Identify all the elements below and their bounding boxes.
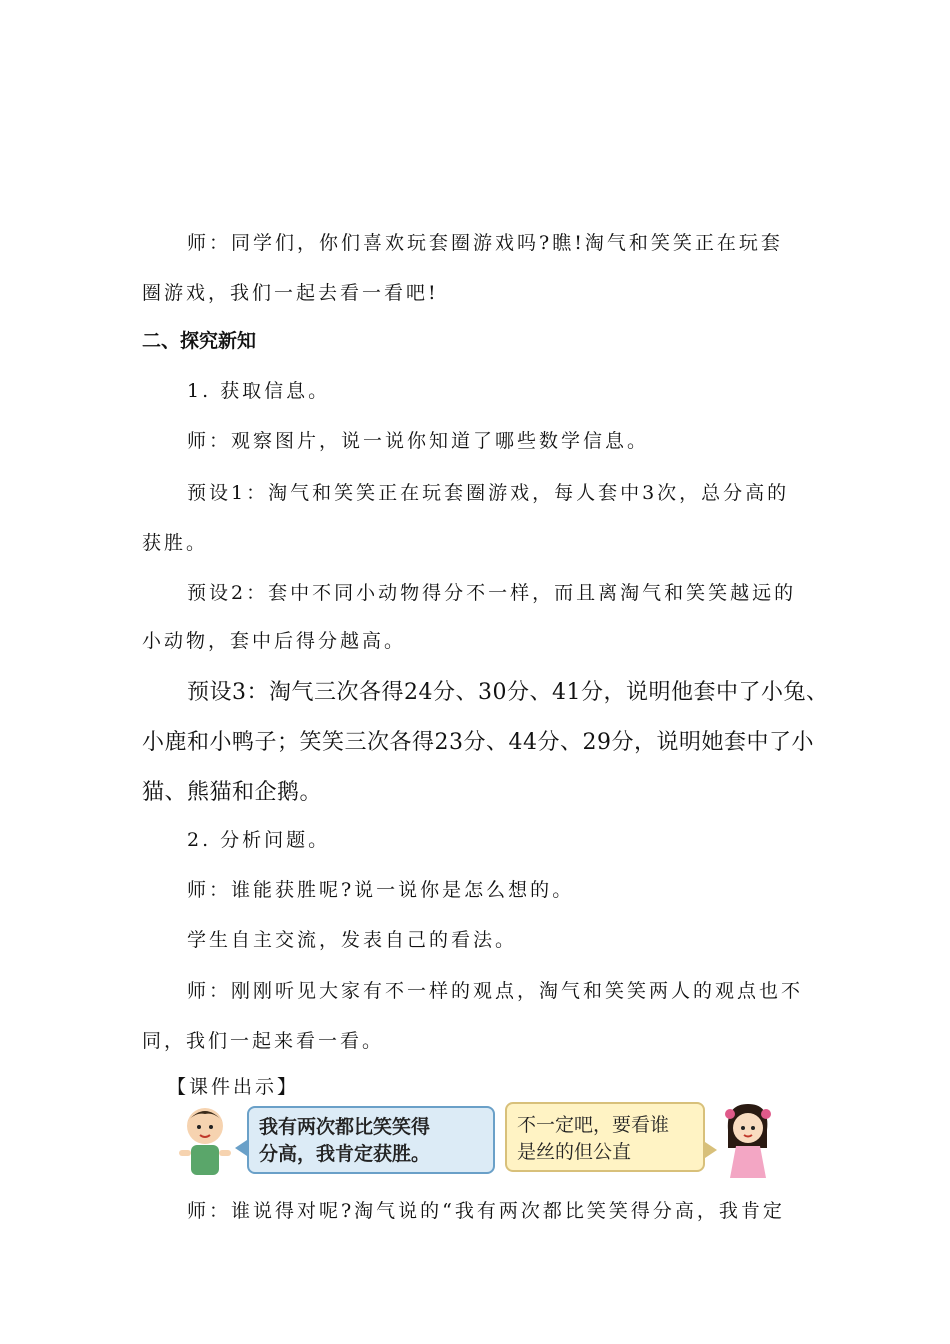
paragraph-line: 师：同学们，你们喜欢玩套圈游戏吗?瞧!淘气和笑笑正在玩套 xyxy=(187,232,783,254)
section-heading: 二、探究新知 xyxy=(142,330,257,352)
paragraph-line: 小动物，套中后得分越高。 xyxy=(142,630,407,652)
paragraph-line: 2. 分析问题。 xyxy=(187,829,331,851)
taoqi-bubble-tail xyxy=(235,1140,247,1156)
paragraph-line: 小鹿和小鸭子；笑笑三次各得23分、44分、29分，说明她套中了小 xyxy=(142,730,814,755)
taoqi-speech-bubble xyxy=(247,1106,495,1174)
taoqi-speech-line-1: 我有两次都比笑笑得 xyxy=(259,1116,431,1138)
paragraph-line: 预设1：淘气和笑笑正在玩套圈游戏，每人套中3次，总分高的 xyxy=(187,482,790,504)
paragraph-line: 师：谁能获胜呢?说一说你是怎么想的。 xyxy=(187,879,575,901)
paragraph-line: 学生自主交流，发表自己的看法。 xyxy=(187,929,518,951)
paragraph-line: 师：观察图片，说一说你知道了哪些数学信息。 xyxy=(187,430,650,452)
paragraph-line: 获胜。 xyxy=(142,532,209,554)
xiaoxiao-speech-line-2: 是丝的但公直 xyxy=(517,1141,632,1163)
paragraph-line: 圈游戏，我们一起去看一看吧! xyxy=(142,282,439,304)
courseware-illustration xyxy=(175,1100,775,1180)
xiaoxiao-speech-line-1: 不一定吧，要看谁 xyxy=(517,1114,670,1136)
paragraph-line: 1. 获取信息。 xyxy=(187,380,331,402)
paragraph-line: 同，我们一起来看一看。 xyxy=(142,1030,385,1052)
paragraph-line: 【课件出示】 xyxy=(167,1076,300,1098)
xiaoxiao-bubble-tail xyxy=(705,1142,717,1158)
paragraph-line: 预设3：淘气三次各得24分、30分、41分，说明他套中了小兔、 xyxy=(187,680,829,705)
taoqi-boy-icon xyxy=(175,1100,235,1180)
paragraph-line: 师：刚刚听见大家有不一样的观点，淘气和笑笑两人的观点也不 xyxy=(187,980,804,1002)
xiaoxiao-speech-bubble xyxy=(505,1102,705,1172)
paragraph-line: 预设2：套中不同小动物得分不一样，而且离淘气和笑笑越远的 xyxy=(187,582,797,604)
paragraph-line: 猫、熊猫和企鹅。 xyxy=(142,780,323,805)
paragraph-line: 师：谁说得对呢?淘气说的“我有两次都比笑笑得分高，我肯定 xyxy=(187,1200,785,1222)
xiaoxiao-girl-icon xyxy=(720,1100,775,1180)
taoqi-speech-line-2: 分高，我肯定获胜。 xyxy=(259,1143,431,1165)
